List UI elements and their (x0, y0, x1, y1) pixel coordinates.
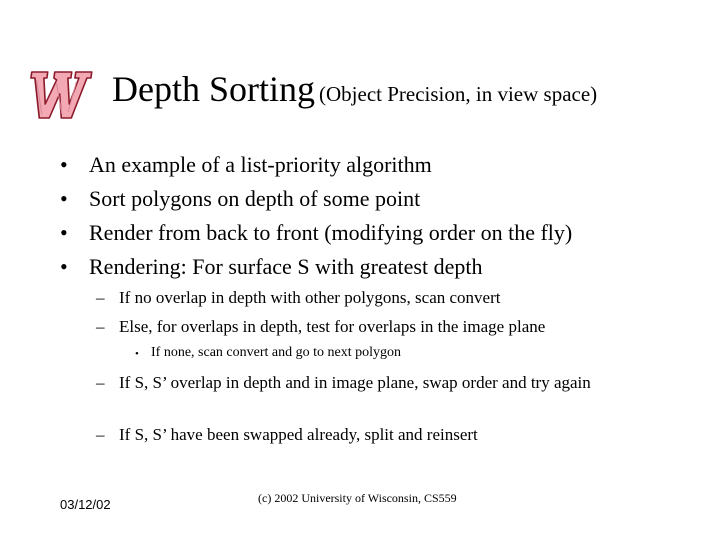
dash-marker: – (96, 317, 105, 336)
bullet-marker: • (135, 348, 139, 360)
bullet-marker: • (60, 152, 68, 177)
dash-marker: – (96, 288, 105, 307)
sub-sub-bullet-text: If none, scan convert and go to next polygon (151, 345, 401, 360)
bullet-text: Render from back to front (modifying order on the fly) (89, 220, 573, 245)
title-subtitle: (Object Precision, in view space) (319, 82, 598, 106)
title-main: Depth Sorting (112, 69, 315, 109)
bullet-text: Sort polygons on depth of some point (89, 186, 421, 211)
bullet-text: An example of a list-priority algorithm (89, 152, 432, 177)
bullet-marker: • (60, 254, 68, 279)
dash-marker: – (96, 373, 105, 392)
bullet-text: Rendering: For surface S with greatest depth (89, 254, 483, 279)
slide-title (112, 68, 597, 110)
sub-bullet-text: Else, for overlaps in depth, test for overlaps in the image plane (119, 317, 546, 336)
footer-copyright: (c) 2002 University of Wisconsin, CS559 (258, 491, 457, 505)
sub-bullet-text: If no overlap in depth with other polygons, scan convert (119, 288, 501, 307)
bullet-marker: • (60, 186, 68, 211)
university-w-logo (22, 56, 94, 128)
sub-bullet-text: If S, S’ have been swapped already, split and reinsert (119, 425, 478, 444)
footer-date: 03/12/02 (60, 497, 111, 512)
bullet-marker: • (60, 220, 68, 245)
sub-bullet-text: If S, S’ overlap in depth and in image plane, swap order and try again (119, 373, 591, 392)
dash-marker: – (96, 425, 105, 444)
